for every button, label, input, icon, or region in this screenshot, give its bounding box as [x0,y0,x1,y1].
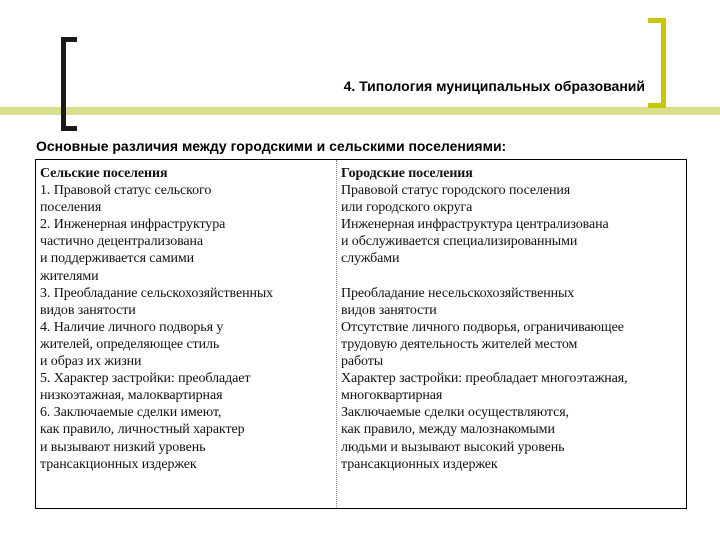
rural-line: 2. Инженерная инфраструктура [40,217,226,233]
urban-line: Инженерная инфраструктура централизована [341,217,609,233]
rural-line: 5. Характер застройки: преобладает [40,371,251,387]
urban-line: людьми и вызывают высокий уровень [341,439,565,455]
rural-line: 6. Заключаемые сделки имеют, [40,405,222,421]
rural-line: 4. Наличие личного подворья у [40,319,224,335]
right-bracket-decoration [648,18,666,108]
rural-line: трансакционных издержек [40,456,197,472]
urban-line: Преобладание несельскохозяйственных [341,285,575,301]
urban-line: или городского округа [341,200,473,216]
urban-line: видов занятости [341,302,437,318]
rural-line: и вызывают низкий уровень [40,439,206,455]
rural-line: видов занятости [40,302,136,318]
urban-line: службами [341,251,400,267]
urban-line: и обслуживается специализированными [341,234,578,250]
rural-line: и образ их жизни [40,354,142,370]
left-bracket-decoration [61,37,77,131]
rural-line: низкоэтажная, малоквартирная [40,388,223,404]
urban-line: трансакционных издержек [341,456,498,472]
rural-line: 1. Правовой статус сельского [40,183,212,199]
urban-line: работы [341,354,384,370]
slide-title: 4. Типология муниципальных образований [343,78,645,94]
accent-bar [0,107,720,115]
urban-line [341,268,683,285]
urban-column-header: Городские поселения [341,166,473,181]
urban-line: Правовой статус городского поселения [341,183,571,199]
urban-column [341,165,683,473]
rural-line: жителями [40,268,99,284]
urban-lines [341,182,683,473]
rural-line: 3. Преобладание сельскохозяйственных [40,285,274,301]
comparison-table [35,159,687,509]
slide-subtitle: Основные различия между городскими и сельскими поселениями: [36,138,507,154]
rural-column [40,165,332,473]
rural-line: поселения [40,200,102,216]
urban-line: Характер застройки: преобладает многоэтажная, [341,371,628,387]
rural-line: частично децентрализована [40,234,204,250]
rural-lines [40,182,332,473]
urban-line: трудовую деятельность жителей местом [341,336,578,352]
rural-line: как правило, личностный характер [40,422,245,438]
rural-column-header: Сельские поселения [40,166,168,181]
urban-line: Заключаемые сделки осуществляются, [341,405,569,421]
column-divider [336,160,337,508]
urban-line: как правило, между малознакомыми [341,422,555,438]
rural-line: и поддерживается самими [40,251,195,267]
urban-line: Отсутствие личного подворья, ограничивающее [341,319,624,335]
urban-line: многоквартирная [341,388,443,404]
rural-line: жителей, определяющее стиль [40,336,220,352]
